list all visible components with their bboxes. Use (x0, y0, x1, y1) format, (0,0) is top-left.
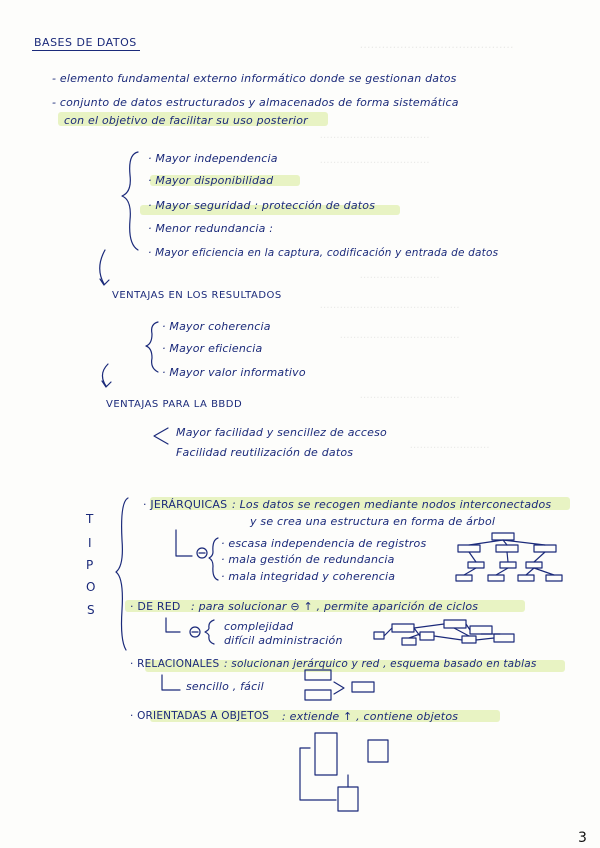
curly-brace-icon (146, 322, 158, 372)
type-desc: : para solucionar ⊖ ↑ , permite aparición de ciclos (191, 600, 479, 613)
type-label-objetos: · ORIENTADAS A OBJETOS (130, 710, 270, 722)
type-desc: : extiende ↑ , contiene objetos (282, 710, 459, 723)
advantage-item: · Mayor disponibilidad (148, 174, 274, 187)
type-desc: y se crea una estructura en forma de árbol (250, 515, 496, 528)
tipos-letter: P (86, 558, 94, 572)
results-item: · Mayor coherencia (162, 320, 271, 333)
con-item: · mala gestión de redundancia (221, 553, 395, 566)
page-number: 3 (578, 830, 587, 846)
results-item: · Mayor valor informativo (162, 366, 306, 379)
object-diagram (300, 733, 388, 811)
type-desc: : solucionan jerárquico y red , esquema basado en tablas (224, 658, 537, 670)
bbdd-item: Mayor facilidad y sencillez de acceso (176, 426, 387, 439)
bleed-through-text: …………………………… (320, 155, 430, 166)
network-diagram (374, 620, 514, 645)
curly-brace-icon (205, 620, 214, 644)
page-title: BASES DE DATOS (34, 36, 137, 49)
pro-item: sencillo , fácil (186, 680, 264, 693)
advantage-item: · Mayor seguridad : protección de datos (148, 199, 376, 212)
return-arrow-icon (162, 675, 180, 690)
con-item: · mala integridad y coherencia (221, 570, 396, 583)
bbdd-item: Facilidad reutilización de datos (176, 446, 354, 459)
results-item: · Mayor eficiencia (162, 342, 263, 355)
bleed-through-text: …………………………………… (360, 38, 514, 51)
curly-brace-icon (122, 152, 138, 250)
bleed-through-text: ………………………… (360, 390, 460, 401)
bleed-through-text: …………………………… (320, 130, 430, 141)
return-arrow-icon (166, 618, 180, 632)
tipos-letter: S (87, 603, 95, 617)
definition-line: con el objetivo de facilitar su uso posterior (64, 114, 308, 127)
results-heading: VENTAJAS EN LOS RESULTADOS (112, 290, 282, 301)
curly-brace-icon (209, 538, 218, 580)
bleed-through-text: ……………………………… (340, 330, 460, 341)
bleed-through-text: …………………… (360, 270, 440, 281)
curly-brace-icon (116, 498, 128, 650)
type-label-text: RELACIONALES (137, 658, 220, 670)
tipos-letter: O (86, 580, 96, 594)
type-label-text: JERÁRQUICAS (150, 498, 228, 511)
return-arrow-icon (176, 530, 192, 556)
type-label-red: · DE RED (130, 600, 181, 613)
definition-line: - elemento fundamental externo informático donde se gestionan datos (52, 72, 457, 85)
bbdd-heading: VENTAJAS PARA LA BBDD (106, 399, 243, 410)
bleed-through-text: …………………… (410, 440, 490, 451)
type-label-text: ORIENTADAS A OBJETOS (137, 710, 270, 722)
con-item: difícil administración (224, 634, 343, 647)
advantage-item: · Mayor eficiencia en la captura, codificación y entrada de datos (148, 247, 499, 259)
type-label-jerarquicas: · JERÁRQUICAS (143, 498, 228, 511)
tipos-letter: T (86, 512, 94, 526)
type-desc: : Los datos se recogen mediante nodos interconectados (232, 498, 552, 511)
bracket-icon (154, 428, 168, 444)
advantage-item: · Mayor independencia (148, 152, 278, 165)
type-label-relacionales: · RELACIONALES (130, 658, 220, 670)
type-label-text: DE RED (137, 600, 181, 613)
advantage-item: · Menor redundancia : (148, 222, 274, 235)
definition-line: - conjunto de datos estructurados y almacenados de forma sistemática (52, 96, 459, 109)
bleed-through-text: …………………………………… (320, 300, 460, 311)
con-item: complejidad (224, 620, 294, 633)
tree-diagram (456, 533, 562, 581)
table-diagram (305, 670, 374, 700)
con-item: · escasa independencia de registros (221, 537, 427, 550)
tipos-letter: I (88, 536, 92, 550)
